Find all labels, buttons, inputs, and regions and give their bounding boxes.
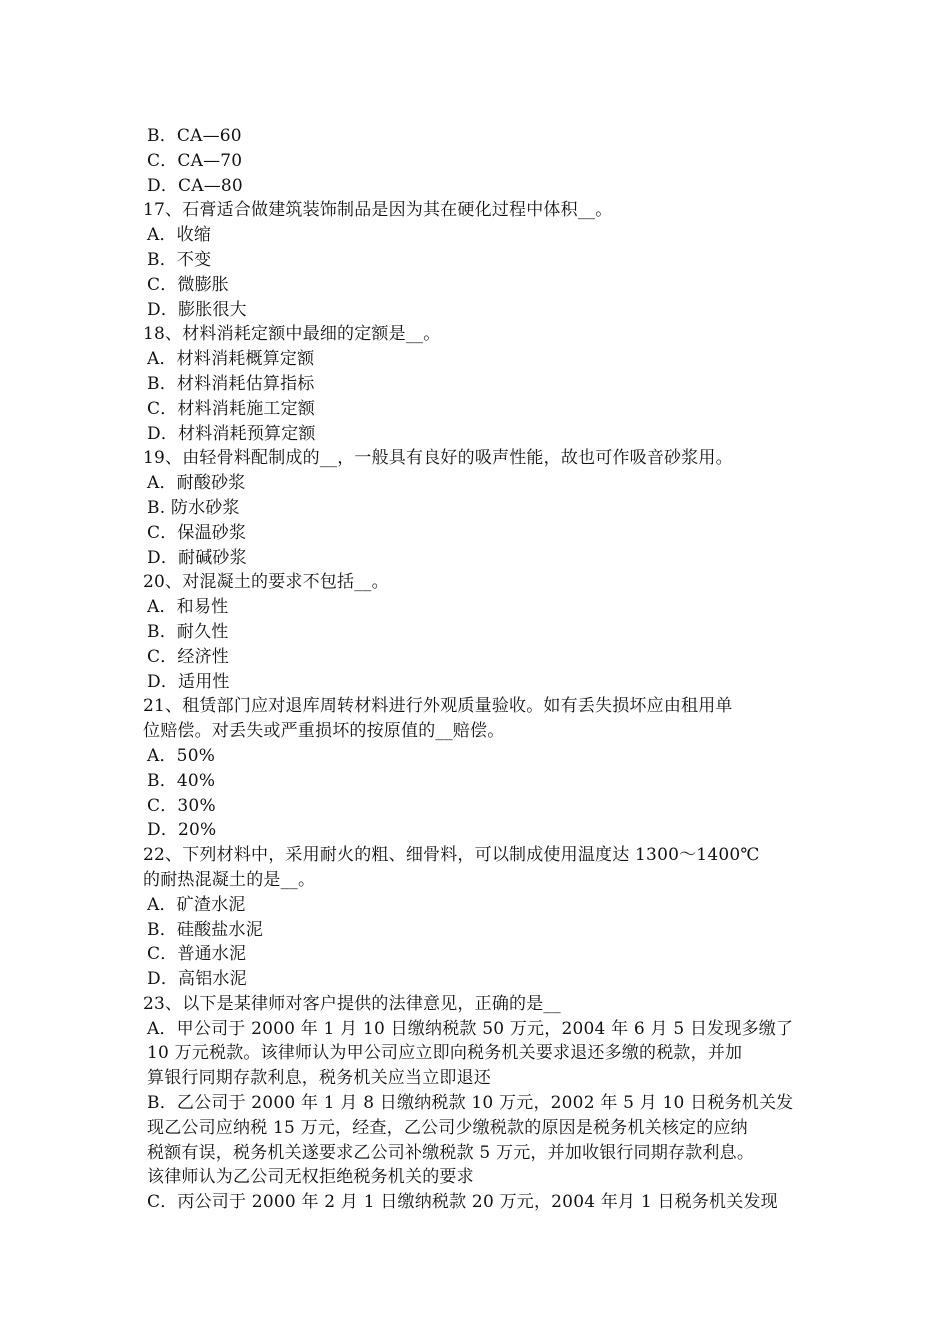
answer-option-line: C．材料消耗施工定额 — [147, 398, 316, 419]
answer-option-line: B．40% — [147, 770, 216, 791]
question-line: 21、租赁部门应对退库周转材料进行外观质量验收。如有丢失损坏应由租用单 — [143, 696, 733, 717]
question-line: 22、下列材料中，采用耐火的粗、细骨料，可以制成使用温度达 1300～1400℃ — [143, 845, 760, 866]
answer-option-line: B．材料消耗估算指标 — [147, 373, 315, 394]
answer-option-line: 该律师认为乙公司无权拒绝税务机关的要求 — [147, 1167, 474, 1188]
answer-option-line: A．收缩 — [147, 225, 212, 246]
answer-option-line: A．甲公司于 2000 年 1 月 10 日缴纳税款 50 万元，2004 年 6 月 5 日发现多缴了 — [147, 1018, 794, 1039]
answer-option-line: C．经济性 — [147, 646, 230, 667]
question-line: 17、石膏适合做建筑装饰制品是因为其在硬化过程中体积__。 — [143, 200, 613, 221]
answer-option-line: 现乙公司应纳税 15 万元，经查，乙公司少缴税款的原因是税务机关核定的应纳 — [147, 1117, 748, 1138]
answer-option-line: B．硅酸盐水泥 — [147, 919, 263, 940]
answer-option-line: A．材料消耗概算定额 — [147, 349, 315, 370]
answer-option-line: D．耐碱砂浆 — [147, 547, 247, 568]
answer-option-line: C．CA—70 — [147, 150, 243, 171]
answer-option-line: D．20% — [147, 820, 217, 841]
question-line: 18、材料消耗定额中最细的定额是__。 — [143, 324, 441, 345]
answer-option-line: 10 万元税款。该律师认为甲公司应立即向税务机关要求退还多缴的税款，并加 — [147, 1043, 743, 1064]
answer-option-line: D．适用性 — [147, 671, 230, 692]
answer-option-line: A．矿渣水泥 — [147, 894, 246, 915]
answer-option-line: D．CA—80 — [147, 175, 243, 196]
answer-option-line: A．50% — [147, 745, 216, 766]
answer-option-line: D．高铝水泥 — [147, 969, 247, 990]
answer-option-line: C．丙公司于 2000 年 2 月 1 日缴纳税款 20 万元，2004 年月 1 日税务机关发现 — [147, 1192, 778, 1213]
answer-option-line: B．CA—60 — [147, 126, 242, 146]
answer-option-line: C．微膨胀 — [147, 274, 230, 295]
answer-option-line: A．和易性 — [147, 597, 229, 618]
answer-option-line: C．普通水泥 — [147, 944, 247, 965]
question-line: 23、以下是某律师对客户提供的法律意见，正确的是__ — [143, 993, 561, 1014]
answer-option-line: C．30% — [147, 795, 216, 816]
question-line: 的耐热混凝土的是__。 — [143, 869, 316, 890]
answer-option-line: 税额有误，税务机关遂要求乙公司补缴税款 5 万元，并加收银行同期存款利息。 — [147, 1142, 755, 1163]
answer-option-line: A．耐酸砂浆 — [147, 473, 246, 494]
answer-option-line: B．不变 — [147, 249, 212, 270]
answer-option-line: D．材料消耗预算定额 — [147, 423, 316, 444]
answer-option-line: B. 防水砂浆 — [147, 497, 240, 518]
answer-option-line: D．膨胀很大 — [147, 299, 247, 320]
document-body — [143, 124, 823, 1215]
answer-option-line: B．耐久性 — [147, 621, 229, 642]
answer-option-line: C．保温砂浆 — [147, 522, 247, 543]
answer-option-line: B．乙公司于 2000 年 1 月 8 日缴纳税款 10 万元，2002 年 5 月 10 日税务机关发 — [147, 1093, 794, 1114]
question-line: 19、由轻骨料配制成的__，一般具有良好的吸声性能，故也可作吸音砂浆用。 — [143, 448, 733, 469]
question-line: 位赔偿。对丢失或严重损坏的按原值的__赔偿。 — [143, 721, 505, 742]
answer-option-line: 算银行同期存款利息，税务机关应当立即退还 — [147, 1068, 491, 1089]
question-line: 20、对混凝土的要求不包括__。 — [143, 572, 389, 593]
